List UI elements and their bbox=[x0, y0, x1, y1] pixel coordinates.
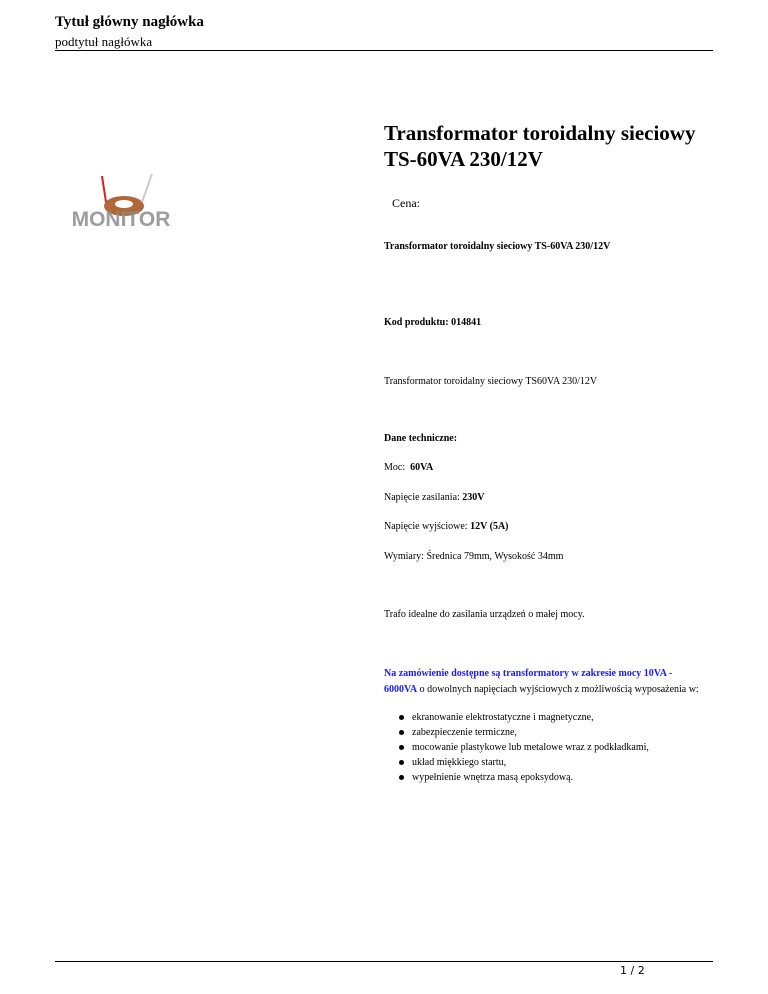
header-divider bbox=[55, 50, 713, 51]
list-item: mocowanie plastykowe lub metalowe wraz z podkładkami, bbox=[398, 740, 649, 755]
image-logo: MONITOR bbox=[71, 208, 171, 231]
product-name: Transformator toroidalny sieciowy TS-60VA 230/12V bbox=[384, 241, 611, 252]
offer-text: o dowolnych napięciach wyjściowych z możliwością wyposażenia w: bbox=[417, 684, 699, 695]
product-title: Transformator toroidalny sieciowy TS-60VA 230/12V bbox=[384, 121, 696, 171]
list-item: zabezpieczenie termiczne, bbox=[398, 725, 649, 740]
page-number: 1 / 2 bbox=[620, 964, 645, 977]
spec-label: Moc: bbox=[384, 462, 411, 473]
lead-wire-red bbox=[102, 176, 106, 202]
product-code: Kod produktu: 014841 bbox=[384, 317, 482, 328]
product-image bbox=[62, 168, 180, 234]
spec-label: Napięcie zasilania: bbox=[384, 492, 463, 503]
offer-highlight: Na zamówienie dostępne są transformatory w zakresie mocy 10VA - 6000VA bbox=[384, 668, 673, 695]
header-subtitle: podtytuł nagłówka bbox=[55, 34, 153, 49]
spec-power bbox=[384, 462, 433, 473]
spec-value: Średnica 79mm, Wysokość 34mm bbox=[426, 551, 564, 562]
spec-value: 60VA bbox=[410, 462, 434, 473]
spec-label: Wymiary: bbox=[384, 551, 427, 562]
list-item: układ miękkiego startu, bbox=[398, 755, 649, 770]
spec-value: 12V (5A) bbox=[470, 521, 509, 532]
toroid-hole bbox=[115, 200, 133, 208]
list-item: wypełnienie wnętrza masą epoksydową. bbox=[398, 770, 649, 785]
header-title: Tytuł główny nagłówka bbox=[55, 14, 204, 30]
tech-heading: Dane techniczne: bbox=[384, 433, 458, 444]
offer-paragraph bbox=[384, 666, 704, 698]
price-label: Cena: bbox=[392, 196, 420, 210]
product-description: Transformator toroidalny sieciowy TS60VA 230/12V bbox=[384, 376, 598, 387]
footer-divider bbox=[55, 961, 713, 962]
lead-wire-white bbox=[142, 174, 152, 202]
usage-note: Trafo idealne do zasilania urządzeń o małej mocy. bbox=[384, 609, 585, 620]
feature-list bbox=[398, 710, 649, 785]
spec-value: 230V bbox=[462, 492, 485, 503]
spec-input-voltage bbox=[384, 492, 485, 503]
spec-dimensions bbox=[384, 551, 563, 562]
spec-output-voltage bbox=[384, 521, 509, 532]
spec-label: Napięcie wyjściowe: bbox=[384, 521, 471, 532]
list-item: ekranowanie elektrostatyczne i magnetyczne, bbox=[398, 710, 649, 725]
